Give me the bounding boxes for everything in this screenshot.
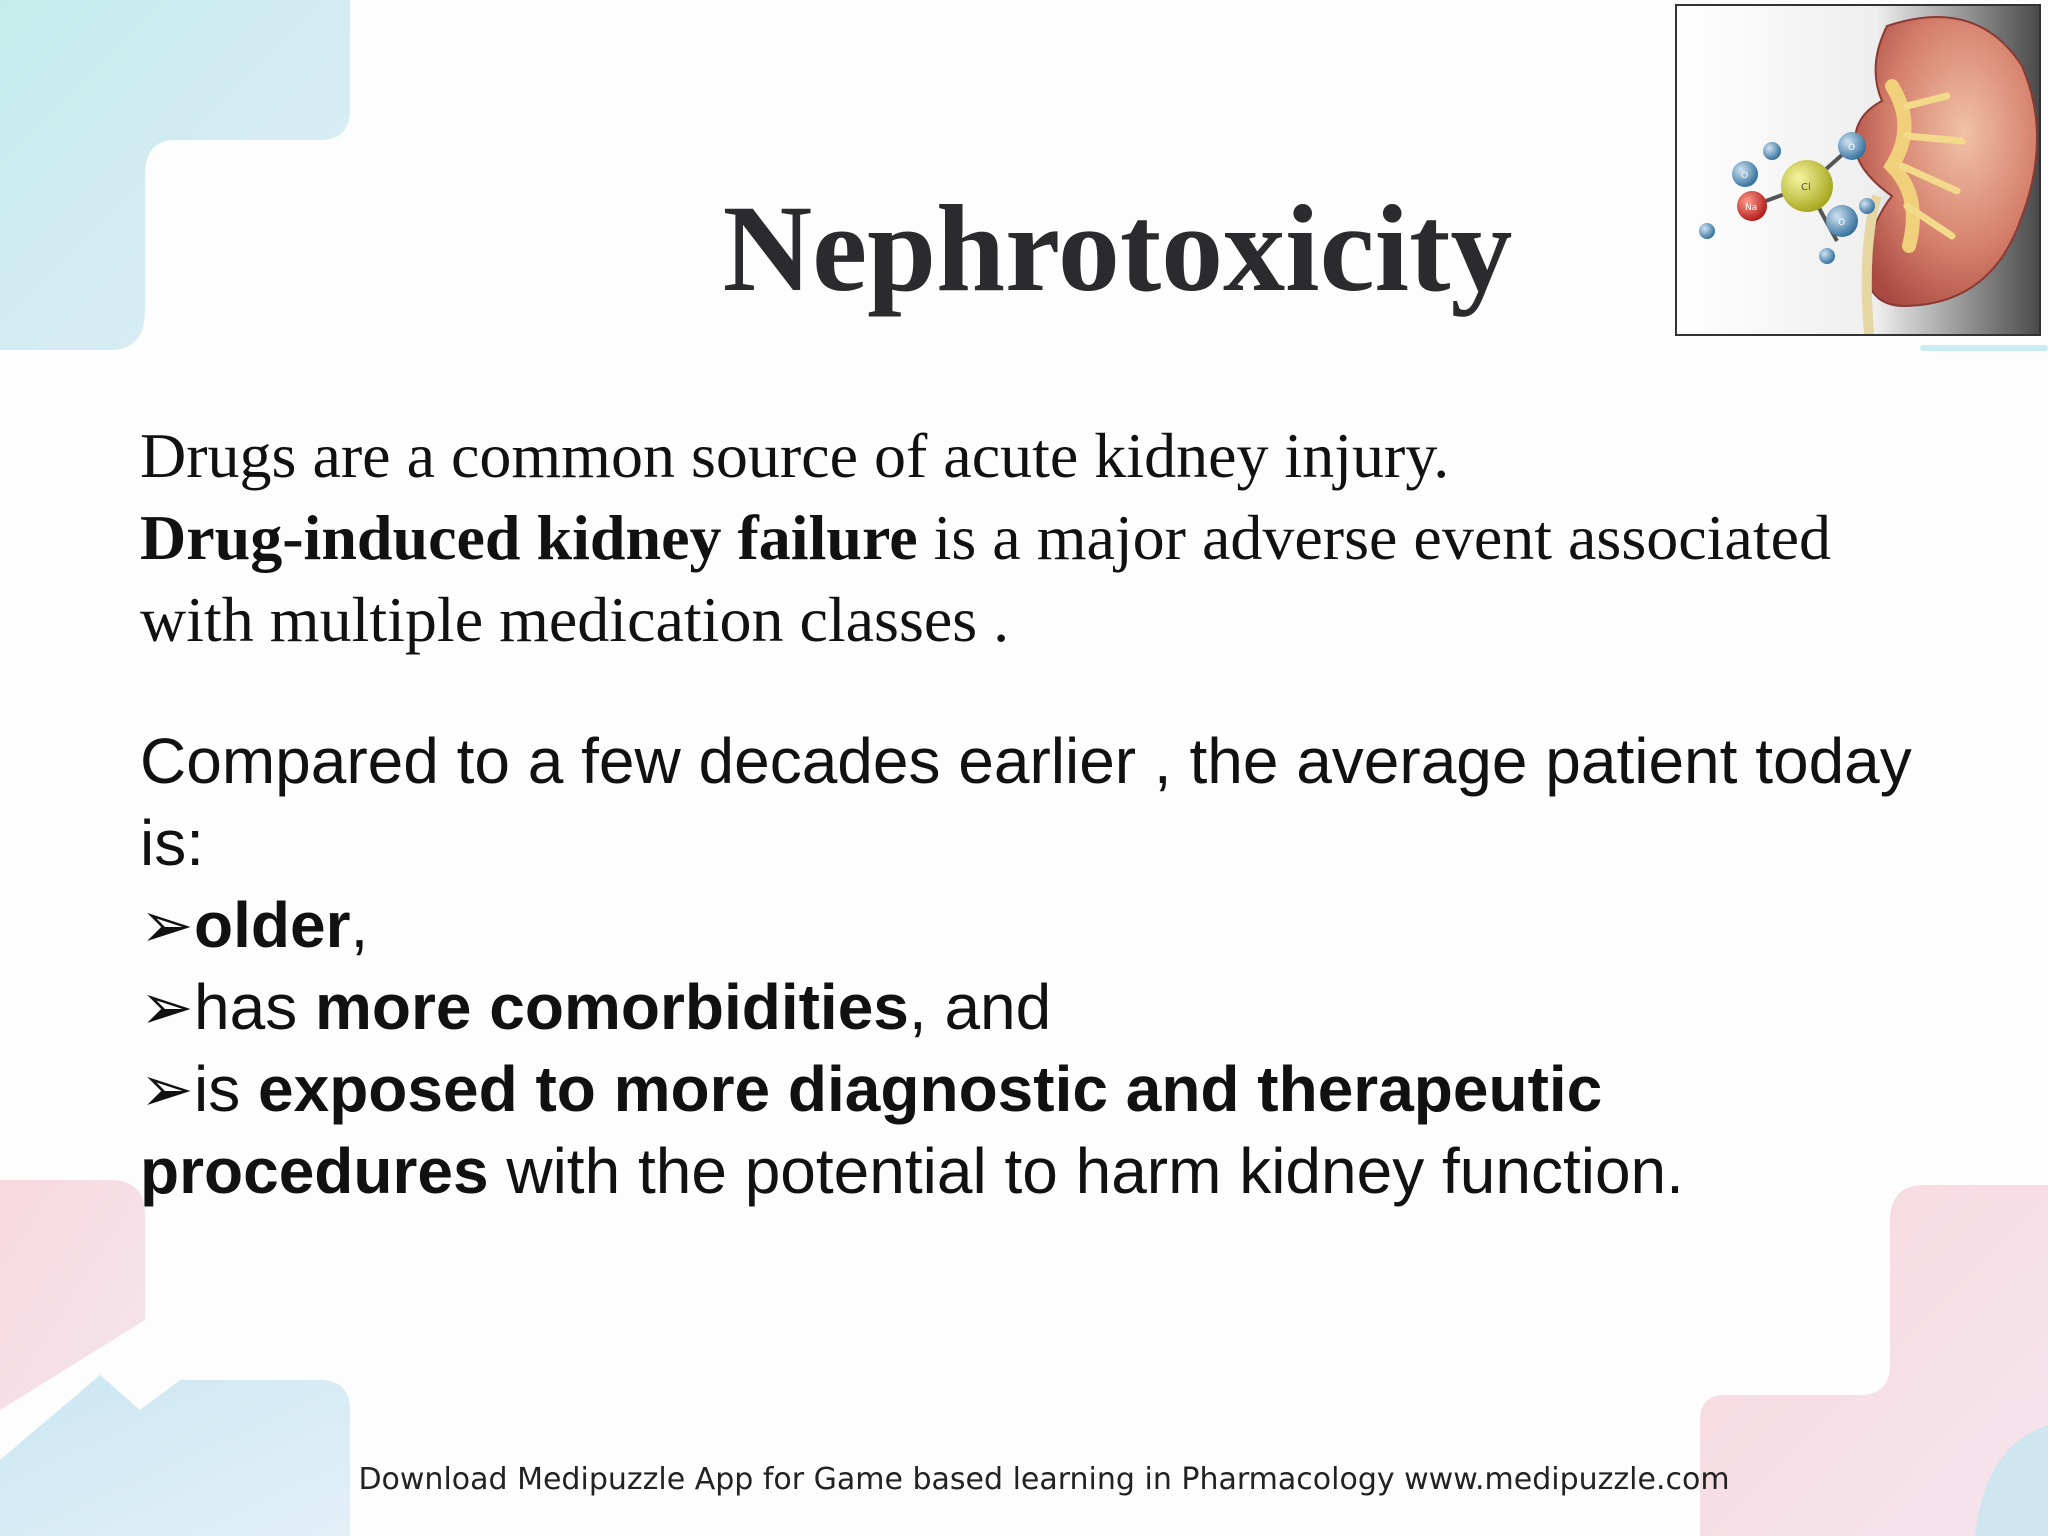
slide-title: Nephrotoxicity xyxy=(722,180,1513,317)
paragraph-intro: Compared to a few decades earlier , the average patient today is: xyxy=(140,725,1912,879)
teal-edge-shape xyxy=(1920,345,2048,351)
kidney-with-molecules-icon xyxy=(1677,6,2039,334)
paragraph-line: Drugs are a common source of acute kidney injury. xyxy=(140,420,1450,491)
kidney-image xyxy=(1675,4,2041,336)
footer-promo: Download Medipuzzle App for Game based learning in Pharmacology www.medipuzzle.com xyxy=(358,1462,1730,1497)
svg-text:O: O xyxy=(1741,171,1749,181)
bullet-pre-text: is xyxy=(194,1053,258,1125)
pink-puzzle-shape-left xyxy=(0,1180,145,1410)
svg-text:Na: Na xyxy=(1745,203,1758,213)
bullet-item xyxy=(140,966,1940,1048)
bullet-item xyxy=(140,1048,1940,1212)
bullet-bold-text: more comorbidities xyxy=(314,971,909,1043)
bullet-pre-text: has xyxy=(194,971,315,1043)
blue-puzzle-shape-left xyxy=(0,1375,350,1536)
bold-term: Drug-induced kidney failure xyxy=(140,502,918,573)
svg-text:O: O xyxy=(1848,143,1856,153)
bullet-bold-text: exposed to more diagnostic and therapeutic procedures xyxy=(140,1053,1603,1207)
arrow-bullet-icon: ➢ xyxy=(140,971,194,1043)
bullet-bold-text: older xyxy=(194,889,351,961)
arrow-bullet-icon: ➢ xyxy=(140,889,194,961)
svg-text:Cl: Cl xyxy=(1801,182,1811,193)
bullet-post-text: , xyxy=(350,889,369,961)
arrow-bullet-icon: ➢ xyxy=(140,1053,194,1125)
paragraph-patient xyxy=(140,720,1940,1212)
bullet-post-text: with the potential to harm kidney function. xyxy=(488,1135,1684,1207)
bullet-item xyxy=(140,884,1940,966)
paragraph-drugs xyxy=(140,415,1940,661)
svg-text:O: O xyxy=(1838,218,1846,228)
paragraph-text: is a major adverse event associated with multiple medication classes . xyxy=(140,502,1831,655)
bullet-post-text: , and xyxy=(908,971,1052,1043)
